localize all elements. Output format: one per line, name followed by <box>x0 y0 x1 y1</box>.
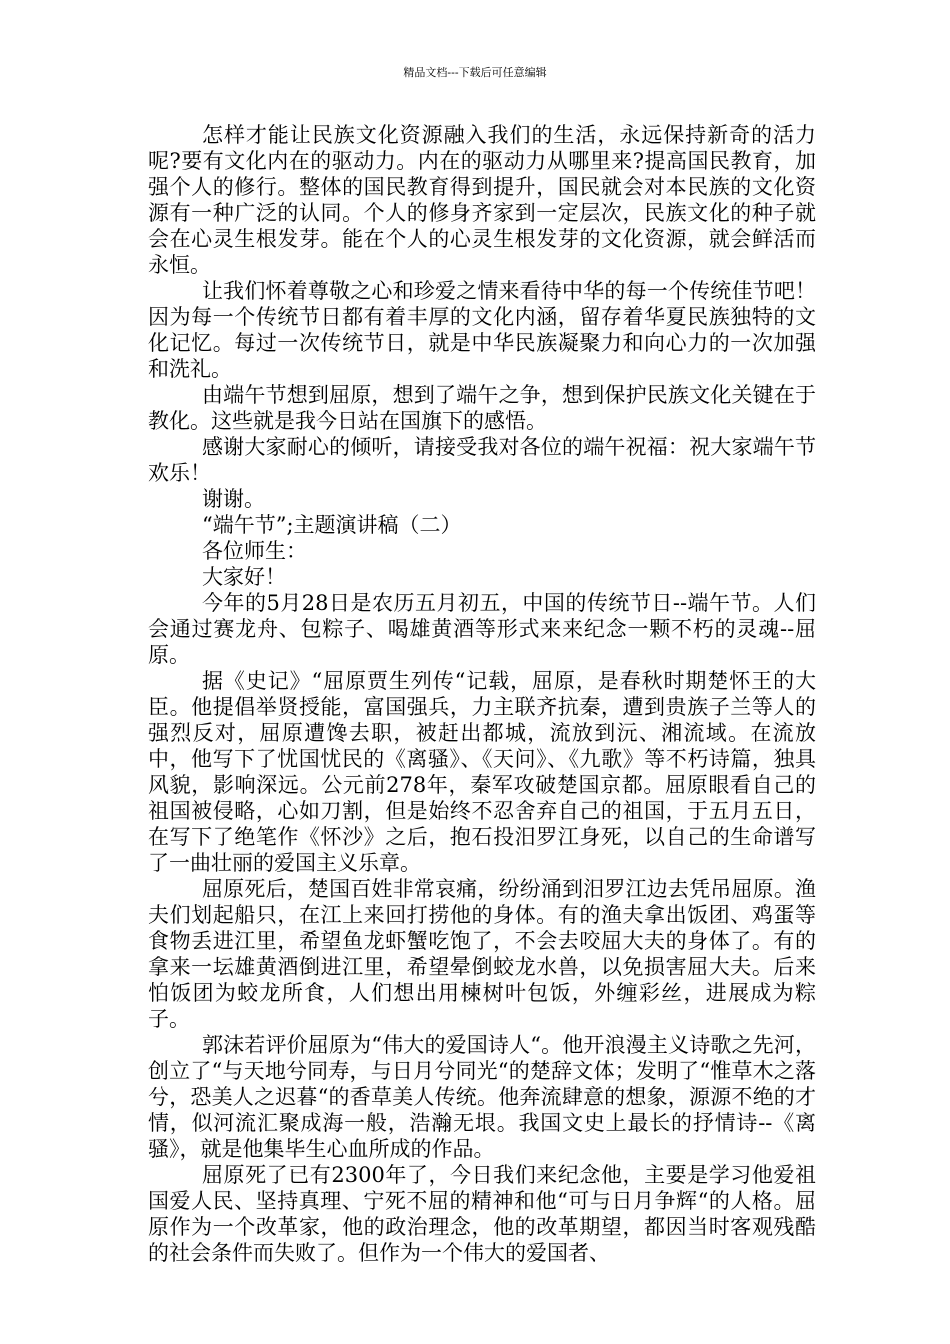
paragraph: 屈原死了已有2300年了，今日我们来纪念他，主要是学习他爱祖国爱人民、坚持真理、宁死不屈的精神和他“可与日月争辉“的人格。屈原作为一个改革家，他的政治理念，他的改革期望，都因当时客观残酷的社会条件而失败了。但作为一个伟大的爱国者、 <box>148 1163 816 1265</box>
paragraph: 由端午节想到屈原，想到了端午之争，想到保护民族文化关键在于教化。这些就是我今日站在国旗下的感悟。 <box>148 383 816 433</box>
page-header: 精品文档---下载后可任意编辑 <box>403 66 547 79</box>
greeting: 大家好！ <box>202 565 286 589</box>
salutation: 各位师生： <box>202 539 307 563</box>
section-title: “端午节”;主题演讲稿（二） <box>202 513 462 537</box>
document-body <box>148 122 816 1266</box>
paragraph: 屈原死后，楚国百姓非常哀痛，纷纷涌到汨罗江边去凭吊屈原。渔夫们划起船只，在江上来回打捞他的身体。有的渔夫拿出饭团、鸡蛋等食物丢进江里，希望鱼龙虾蟹吃饱了，不会去咬屈大夫的身体了。有的拿来一坛雄黄酒倒进江里，希望晕倒蛟龙水兽，以免损害屈大夫。后来怕饭团为蛟龙所食，人们想出用楝树叶包饭，外缠彩丝，进展成为粽子。 <box>148 877 816 1031</box>
paragraph: 怎样才能让民族文化资源融入我们的生活，永远保持新奇的活力呢?要有文化内在的驱动力。内在的驱动力从哪里来?提高国民教育，加强个人的修行。整体的国民教育得到提升，国民就会对本民族的文化资源有一种广泛的认同。个人的修身齐家到一定层次，民族文化的种子就会在心灵生根发芽。能在个人的心灵生根发芽的文化资源，就会鲜活而永恒。 <box>148 123 816 277</box>
paragraph: 郭沫若评价屈原为“伟大的爱国诗人“。他开浪漫主义诗歌之先河，创立了“与天地兮同寿，与日月兮同光“的楚辞文体；发明了“惟草木之落兮，恐美人之迟暮“的香草美人传统。他奔流肆意的想象，源源不绝的才情，似河流汇聚成海一般，浩瀚无垠。我国文史上最长的抒情诗--《离骚》，就是他集毕生心血所成的作品。 <box>148 1033 816 1161</box>
paragraph: 今年的5月28日是农历五月初五，中国的传统节日--端午节。人们会通过赛龙舟、包粽子、喝雄黄酒等形式来来纪念一颗不朽的灵魂--屈原。 <box>148 591 816 667</box>
paragraph: 据《史记》“屈原贾生列传“记载，屈原，是春秋时期楚怀王的大臣。他提倡举贤授能，富国强兵，力主联齐抗秦，遭到贵族子兰等人的强烈反对，屈原遭馋去职，被赶出都城，流放到沅、湘流域。在流放中，他写下了忧国忧民的《离骚》、《天问》、《九歌》等不朽诗篇，独具风貌，影响深远。公元前278年，秦军攻破楚国京都。屈原眼看自己的祖国被侵略，心如刀割，但是始终不忍舍弃自己的祖国，于五月五日，在写下了绝笔作《怀沙》之后，抱石投汨罗江身死，以自己的生命谱写了一曲壮丽的爱国主义乐章。 <box>148 669 816 875</box>
paragraph: 感谢大家耐心的倾听，请接受我对各位的端午祝福：祝大家端午节欢乐！ <box>148 435 816 485</box>
paragraph: 让我们怀着尊敬之心和珍爱之情来看待中华的每一个传统佳节吧！因为每一个传统节日都有着丰厚的文化内涵，留存着华夏民族独特的文化记忆。每过一次传统节日，就是中华民族凝聚力和向心力的一次加强和洗礼。 <box>148 279 816 381</box>
paragraph: 谢谢。 <box>202 487 265 511</box>
